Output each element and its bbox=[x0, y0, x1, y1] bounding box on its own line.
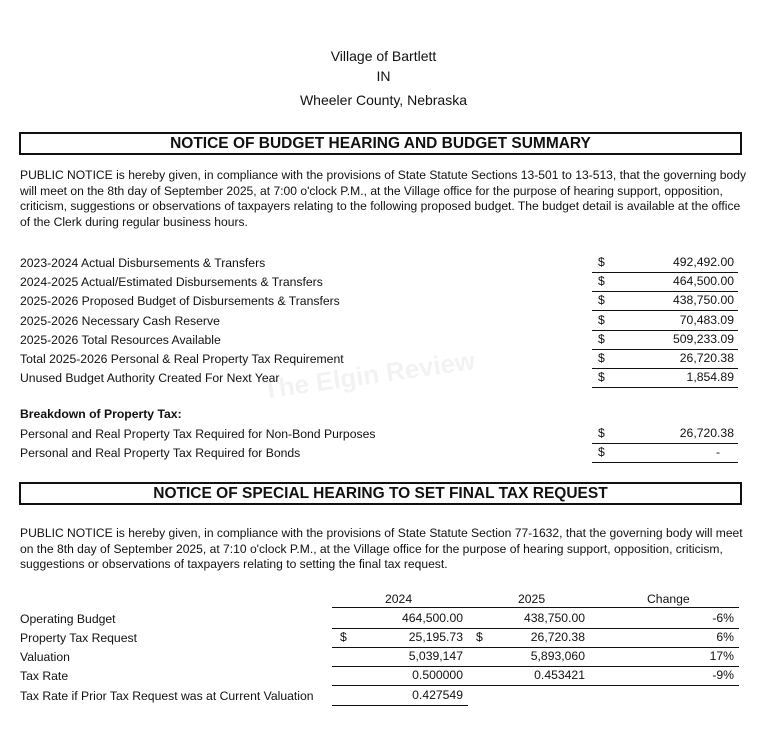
cell-2024 bbox=[332, 611, 468, 629]
amount-value: 70,483.09 bbox=[679, 313, 734, 327]
cell-value: 0.427549 bbox=[412, 688, 463, 702]
budget-item-label: 2023-2024 Actual Disbursements & Transfers bbox=[20, 256, 266, 270]
state-abbr: IN bbox=[376, 68, 391, 84]
currency-symbol: $ bbox=[340, 630, 347, 644]
cell-value: 17% bbox=[709, 649, 734, 663]
notice-line: criticism, suggestions or observations of taxpayers relating to the following proposed budget. The budget detail is available at the office bbox=[20, 199, 741, 214]
currency-symbol: $ bbox=[598, 370, 605, 384]
cell-change bbox=[590, 649, 739, 667]
table-row-label: Operating Budget bbox=[20, 612, 116, 626]
budget-hearing-title: NOTICE OF BUDGET HEARING AND BUDGET SUMMARY bbox=[19, 132, 742, 155]
amount-value: - bbox=[715, 445, 720, 459]
currency-symbol: $ bbox=[598, 313, 605, 327]
budget-item-label: 2025-2026 Total Resources Available bbox=[20, 333, 221, 347]
cell-change bbox=[590, 668, 739, 686]
currency-symbol: $ bbox=[598, 255, 605, 269]
breakdown-amount bbox=[592, 426, 738, 444]
watermark-text: The Elgin Review bbox=[260, 345, 477, 405]
cell-value: 25,195.73 bbox=[408, 630, 463, 644]
budget-item-amount bbox=[592, 313, 738, 331]
amount-value: 26,720.38 bbox=[679, 426, 734, 440]
budget-item-label: Total 2025-2026 Personal & Real Property Tax Requirement bbox=[20, 352, 344, 366]
budget-hearing-notice bbox=[20, 168, 746, 230]
cell-value: 6% bbox=[716, 630, 734, 644]
amount-value: 438,750.00 bbox=[673, 293, 734, 307]
table-top-rule bbox=[332, 607, 739, 608]
column-header-change: Change bbox=[647, 592, 690, 606]
breakdown-label: Personal and Real Property Tax Required for Bonds bbox=[20, 446, 301, 460]
currency-symbol: $ bbox=[598, 332, 605, 346]
budget-item-label: 2025-2026 Proposed Budget of Disbursements & Transfers bbox=[20, 294, 340, 308]
entity-name: Village of Bartlett bbox=[330, 48, 437, 64]
cell-value: 5,893,060 bbox=[530, 649, 585, 663]
cell-2025 bbox=[468, 611, 590, 629]
cell-change bbox=[590, 611, 739, 629]
budget-item-amount bbox=[592, 332, 738, 350]
notice-line: will meet on the 8th day of September 2025, at 7:00 o'clock P.M., at the Village office for the purpose of hearing support, opposition, bbox=[20, 183, 723, 198]
budget-item-amount bbox=[592, 370, 738, 388]
breakdown-amount bbox=[592, 445, 738, 463]
amount-value: 464,500.00 bbox=[673, 274, 734, 288]
column-header-2024: 2024 bbox=[385, 592, 413, 606]
amount-value: 492,492.00 bbox=[673, 255, 734, 269]
breakdown-title: Breakdown of Property Tax: bbox=[20, 407, 182, 421]
table-row-label: Valuation bbox=[20, 650, 70, 664]
amount-value: 509,233.09 bbox=[673, 332, 734, 346]
special-hearing-notice bbox=[20, 526, 743, 573]
budget-item-label: 2025-2026 Necessary Cash Reserve bbox=[20, 314, 220, 328]
amount-value: 26,720.38 bbox=[679, 351, 734, 365]
budget-item-amount bbox=[592, 255, 738, 273]
notice-line: PUBLIC NOTICE is hereby given, in compliance with the provisions of State Statute Sections 13-501 to 13-513, that the governing body bbox=[20, 168, 747, 182]
budget-item-amount bbox=[592, 274, 738, 292]
cell-value: 5,039,147 bbox=[408, 649, 463, 663]
cell-value: 0.453421 bbox=[534, 668, 585, 682]
notice-line: on the 8th day of September 2025, at 7:10 o'clock P.M., at the Village office for the purpose of hearing support, opposition, criticism, bbox=[20, 541, 723, 556]
notice-line: of the Clerk during regular business hours. bbox=[20, 214, 248, 229]
cell-change bbox=[590, 630, 739, 648]
cell-2025 bbox=[468, 668, 590, 686]
table-row-label: Property Tax Request bbox=[20, 631, 137, 645]
currency-symbol: $ bbox=[598, 445, 605, 459]
notice-line: PUBLIC NOTICE is hereby given, in compliance with the provisions of State Statute Section 77-1632, that the governing body will meet bbox=[20, 526, 743, 540]
cell-value: 26,720.38 bbox=[530, 630, 585, 644]
budget-item-amount bbox=[592, 293, 738, 311]
table-row-label: Tax Rate bbox=[20, 669, 69, 683]
notice-line: suggestions or observations of taxpayers relating to setting the final tax request. bbox=[20, 557, 448, 572]
cell-2024 bbox=[332, 668, 468, 686]
cell-2025 bbox=[468, 630, 590, 648]
breakdown-label: Personal and Real Property Tax Required for Non-Bond Purposes bbox=[20, 427, 376, 441]
budget-item-label: Unused Budget Authority Created For Next Year bbox=[20, 371, 280, 385]
cell-value: 438,750.00 bbox=[524, 611, 585, 625]
table-row-label: Tax Rate if Prior Tax Request was at Current Valuation bbox=[20, 689, 314, 703]
cell-value: -6% bbox=[712, 611, 734, 625]
currency-symbol: $ bbox=[598, 274, 605, 288]
cell-value: 0.500000 bbox=[412, 668, 463, 682]
county-name: Wheeler County, Nebraska bbox=[299, 92, 468, 108]
cell-2025 bbox=[468, 649, 590, 667]
cell-2024 bbox=[332, 688, 468, 706]
currency-symbol: $ bbox=[598, 351, 605, 365]
column-header-2025: 2025 bbox=[518, 592, 546, 606]
currency-symbol: $ bbox=[476, 630, 483, 644]
budget-item-amount bbox=[592, 351, 738, 369]
cell-2024 bbox=[332, 649, 468, 667]
amount-value: 1,854.89 bbox=[686, 370, 734, 384]
cell-value: -9% bbox=[712, 668, 734, 682]
currency-symbol: $ bbox=[598, 293, 605, 307]
cell-value: 464,500.00 bbox=[402, 611, 463, 625]
cell-2024 bbox=[332, 630, 468, 648]
special-hearing-title: NOTICE OF SPECIAL HEARING TO SET FINAL TAX REQUEST bbox=[19, 482, 742, 505]
budget-item-label: 2024-2025 Actual/Estimated Disbursements & Transfers bbox=[20, 275, 323, 289]
currency-symbol: $ bbox=[598, 426, 605, 440]
